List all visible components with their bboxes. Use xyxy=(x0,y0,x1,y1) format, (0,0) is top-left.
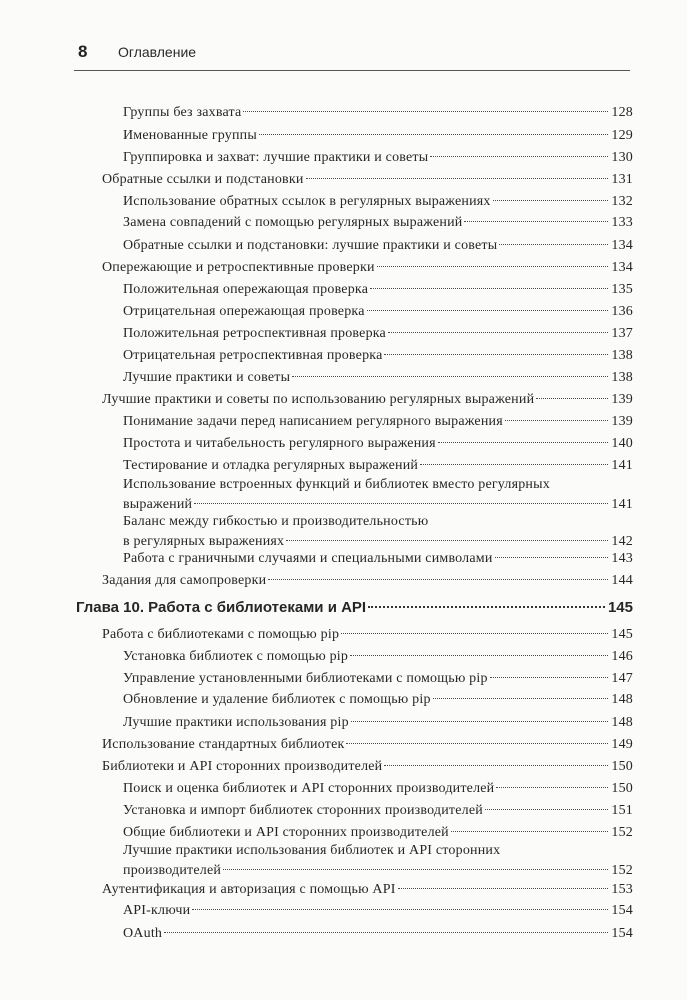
toc-entry-level-2[interactable]: Понимание задачи перед написанием регулярного выражения 139 xyxy=(123,412,633,432)
toc-page-number: 133 xyxy=(611,215,633,230)
toc-entry-level-2[interactable]: Группы без захвата 128 xyxy=(123,103,633,123)
dot-leader xyxy=(223,869,608,870)
toc-entry-level-2[interactable]: Лучшие практики использования pip 148 xyxy=(123,713,633,733)
dot-leader xyxy=(351,721,609,722)
dot-leader xyxy=(370,288,608,289)
dot-leader xyxy=(438,442,609,443)
dot-leader xyxy=(388,332,608,333)
toc-entry-level-2[interactable]: Замена совпадений с помощью регулярных выражений 133 xyxy=(123,213,633,233)
toc-page-number: 152 xyxy=(611,825,633,840)
dot-leader xyxy=(377,266,609,267)
dot-leader xyxy=(493,200,609,201)
toc-entry-level-1[interactable]: Работа с библиотеками с помощью pip 145 xyxy=(102,625,633,645)
page-number: 8 xyxy=(78,42,88,61)
dot-leader xyxy=(485,809,608,810)
dot-leader xyxy=(505,420,609,421)
dot-leader xyxy=(346,743,608,744)
toc-entry-level-2[interactable]: Использование обратных ссылок в регулярных выражениях 132 xyxy=(123,192,633,212)
toc-entry-level-2[interactable]: Именованные группы 129 xyxy=(123,126,633,146)
toc-page-number: 137 xyxy=(611,326,633,341)
toc-page-number: 135 xyxy=(611,282,633,297)
toc-page-number: 150 xyxy=(611,759,633,774)
toc-entry-level-2[interactable]: Простота и читабельность регулярного выражения 140 xyxy=(123,434,633,454)
dot-leader xyxy=(367,310,609,311)
toc-entry-level-2[interactable]: Общие библиотеки и API сторонних производителей 152 xyxy=(123,823,633,843)
dot-leader xyxy=(268,579,608,580)
dot-leader xyxy=(384,765,608,766)
toc-entry-level-2[interactable]: Установка и импорт библиотек сторонних производителей 151 xyxy=(123,801,633,821)
toc-entry-level-2[interactable]: Отрицательная опережающая проверка 136 xyxy=(123,302,633,322)
toc-page-number: 128 xyxy=(611,105,633,120)
toc-entry-level-1[interactable]: Опережающие и ретроспективные проверки 134 xyxy=(102,258,633,278)
toc-entry-level-2[interactable]: Обновление и удаление библиотек с помощью pip 148 xyxy=(123,690,633,710)
toc-page-number: 143 xyxy=(611,551,633,566)
toc-page-number: 145 xyxy=(611,627,633,642)
toc-entry-level-1[interactable]: Библиотеки и API сторонних производителей 150 xyxy=(102,757,633,777)
dot-leader xyxy=(536,398,608,399)
toc-page-number: 148 xyxy=(611,692,633,707)
toc-entry-level-2[interactable]: Работа с граничными случаями и специальными символами 143 xyxy=(123,549,633,569)
dot-leader xyxy=(430,156,608,157)
toc-page-number: 145 xyxy=(607,599,633,616)
dot-leader xyxy=(496,787,608,788)
dot-leader xyxy=(490,677,609,678)
toc-page-number: 154 xyxy=(611,926,633,941)
toc-entry-level-2[interactable]: Управление установленными библиотеками с помощью pip 147 xyxy=(123,669,633,689)
toc-entry-level-1[interactable]: Задания для самопроверки 144 xyxy=(102,571,633,591)
toc-page-number: 132 xyxy=(611,194,633,209)
dot-leader xyxy=(451,831,609,832)
toc-page-number: 130 xyxy=(611,150,633,165)
toc-entry-level-2[interactable]: Положительная опережающая проверка 135 xyxy=(123,280,633,300)
toc-page-number: 138 xyxy=(611,348,633,363)
toc-chapter-heading[interactable]: Глава 10. Работа с библиотеками и API 145 xyxy=(76,599,633,616)
toc-entry-level-2[interactable]: Использование встроенных функций и библиотек вместо регулярных выражений 141 xyxy=(123,475,633,515)
dot-leader xyxy=(420,464,608,465)
toc-page-number: 151 xyxy=(611,803,633,818)
toc-page-number: 139 xyxy=(611,392,633,407)
toc-entry-level-2[interactable]: Лучшие практики использования библиотек и API сторонних производителей 152 xyxy=(123,841,633,881)
toc-page-number: 140 xyxy=(611,436,633,451)
toc-entry-level-2[interactable]: Лучшие практики и советы 138 xyxy=(123,368,633,388)
toc-entry-level-2[interactable]: Положительная ретроспективная проверка 137 xyxy=(123,324,633,344)
toc-page-number: 139 xyxy=(611,414,633,429)
dot-leader xyxy=(433,698,609,699)
toc-entry-level-1[interactable]: Обратные ссылки и подстановки 131 xyxy=(102,170,633,190)
dot-leader xyxy=(350,655,608,656)
dot-leader xyxy=(192,909,608,910)
dot-leader xyxy=(495,557,609,558)
dot-leader xyxy=(164,932,608,933)
dot-leader xyxy=(384,354,608,355)
toc-page-number: 154 xyxy=(611,903,633,918)
toc-page-number: 134 xyxy=(611,260,633,275)
dot-leader xyxy=(398,888,609,889)
dot-leader xyxy=(341,633,608,634)
dot-leader xyxy=(499,244,608,245)
toc-entry-level-2[interactable]: Тестирование и отладка регулярных выражений 141 xyxy=(123,456,633,476)
dot-leader xyxy=(464,221,608,222)
toc-page-number: 141 xyxy=(611,497,633,512)
toc-page-number: 152 xyxy=(611,863,633,878)
toc-page-number: 153 xyxy=(611,882,633,897)
toc-page-number: 138 xyxy=(611,370,633,385)
dot-leader xyxy=(259,134,608,135)
dot-leader xyxy=(292,376,608,377)
toc-page-number: 144 xyxy=(611,573,633,588)
toc-entry-level-2[interactable]: Установка библиотек с помощью pip 146 xyxy=(123,647,633,667)
toc-entry-level-1[interactable]: Использование стандартных библиотек 149 xyxy=(102,735,633,755)
toc-entry-level-2[interactable]: Поиск и оценка библиотек и API сторонних производителей 150 xyxy=(123,779,633,799)
toc-entry-level-2[interactable]: OAuth 154 xyxy=(123,924,633,944)
toc-page-number: 149 xyxy=(611,737,633,752)
toc-page-number: 141 xyxy=(611,458,633,473)
dot-leader xyxy=(368,606,605,608)
toc-entry-level-1[interactable]: Аутентификация и авторизация с помощью API 153 xyxy=(102,880,633,900)
toc-page-number: 146 xyxy=(611,649,633,664)
toc-entry-level-2[interactable]: Группировка и захват: лучшие практики и советы 130 xyxy=(123,148,633,168)
toc-entry-level-1[interactable]: Лучшие практики и советы по использованию регулярных выражений 139 xyxy=(102,390,633,410)
toc-entry-level-2[interactable]: Отрицательная ретроспективная проверка 138 xyxy=(123,346,633,366)
toc-page-number: 147 xyxy=(611,671,633,686)
running-title: Оглавление xyxy=(118,44,197,60)
toc-entry-level-2[interactable]: Обратные ссылки и подстановки: лучшие практики и советы 134 xyxy=(123,236,633,256)
toc-page-number: 148 xyxy=(611,715,633,730)
dot-leader xyxy=(243,111,608,112)
toc-page-number: 129 xyxy=(611,128,633,143)
dot-leader xyxy=(286,540,608,541)
dot-leader xyxy=(306,178,609,179)
toc-entry-level-2[interactable]: Баланс между гибкостью и производительностью в регулярных выражениях 142 xyxy=(123,512,633,552)
toc-page-number: 136 xyxy=(611,304,633,319)
toc-page-number: 150 xyxy=(611,781,633,796)
toc-page-number: 131 xyxy=(611,172,633,187)
dot-leader xyxy=(194,503,608,504)
toc-page-number: 134 xyxy=(611,238,633,253)
toc-page-number: 142 xyxy=(611,534,633,549)
toc-entry-level-2[interactable]: API-ключи 154 xyxy=(123,901,633,921)
